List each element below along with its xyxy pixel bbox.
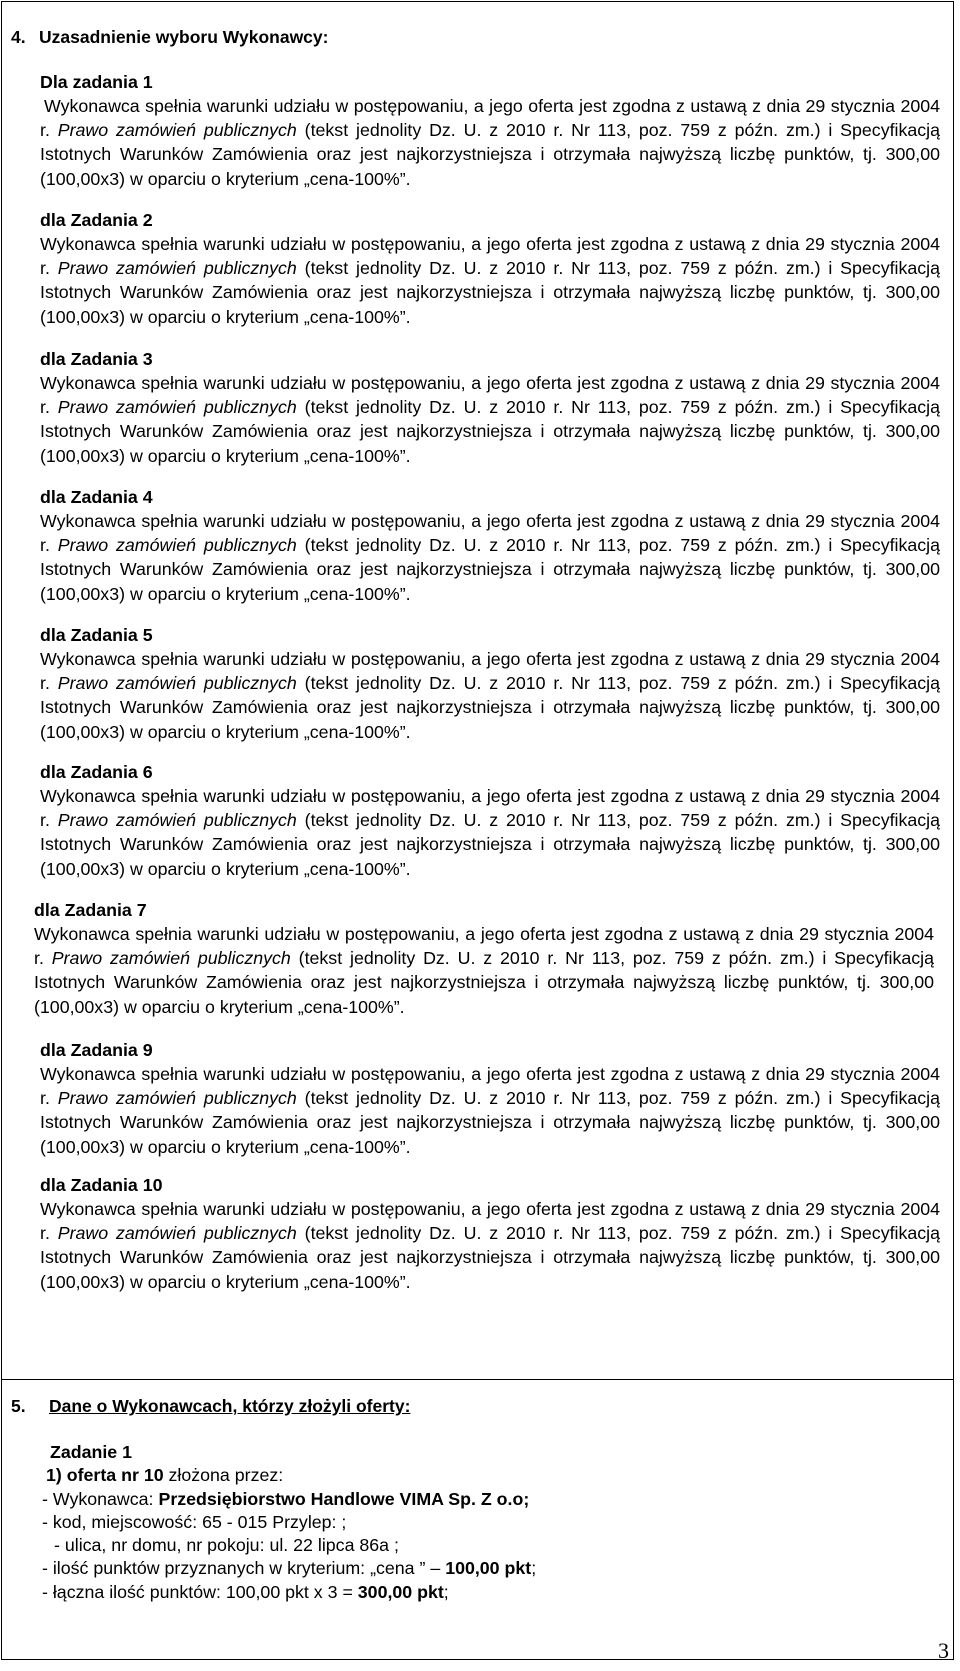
section-4-number: 4. [11,27,26,47]
task-justification-text [40,647,940,744]
task-heading: dla Zadania 10 [40,1175,163,1195]
justification-start: Wykonawca spełnia warunki udziału w postępowaniu, a jego oferta jest zgodna z ustawą z dnia 29 stycznia 2004 r. [40,649,940,694]
task-justification-block [40,1038,940,1159]
task-justification-block [40,70,940,191]
points-prefix: - ilość punktów przyznanych w kryterium: „cena ” – [42,1558,446,1579]
section-4-title [11,27,328,48]
law-title: Prawo zamówień publicznych [57,1223,297,1244]
task-justification-block [40,208,940,329]
total-suffix: ; [443,1581,449,1602]
task-justification-text [40,232,940,329]
justification-start: Wykonawca spełnia warunki udziału w postępowaniu, a jego oferta jest zgodna z ustawą z dnia 29 stycznia 2004 r. [40,1199,940,1244]
task-justification-text [40,1062,940,1159]
justification-start: Wykonawca spełnia warunki udziału w postępowaniu, a jego oferta jest zgodna z ustawą z dnia 29 stycznia 2004 r. [40,1064,940,1109]
task-justification-text [40,784,940,881]
justification-end: (tekst jednolity Dz. U. z 2010 r. Nr 113, poz. 759 z późn. zm.) i Specyfikacją Istotnych Warunków Zamówienia oraz jest najkorzystniejsza i otrzymała najwyższą liczbę punktów, tj. 300,00 (100,00x3) w oparciu o kryterium „cena-100%”. [40,1088,940,1157]
justification-end: (tekst jednolity Dz. U. z 2010 r. Nr 113, poz. 759 z późn. zm.) i Specyfikacją Istotnych Warunków Zamówienia oraz jest najkorzystniejsza i otrzymała najwyższą liczbę punktów, tj. 300,00 (100,00x3) w oparciu o kryterium „cena-100%”. [40,673,940,742]
task-justification-block [40,1173,940,1294]
justification-end: (tekst jednolity Dz. U. z 2010 r. Nr 113, poz. 759 z późn. zm.) i Specyfikacją Istotnych Warunków Zamówienia oraz jest najkorzystniejsza i otrzymała najwyższą liczbę punktów, tj. 300,00 (100,00x3) w oparciu o kryterium „cena-100%”. [40,1223,940,1292]
law-title: Prawo zamówień publicznych [57,120,297,141]
section-5-number: 5. [11,1396,26,1416]
task-heading: dla Zadania 4 [40,487,153,507]
offer-suffix: złożona przez: [163,1465,284,1486]
total-line [42,1581,536,1604]
task-justification-text [40,1197,940,1294]
law-title: Prawo zamówień publicznych [57,535,297,556]
task-justification-block [40,485,940,606]
task-heading: dla Zadania 6 [40,762,153,782]
page-number: 3 [938,1638,949,1663]
task-heading: dla Zadania 2 [40,210,153,230]
justification-start: Wykonawca spełnia warunki udziału w postępowaniu, a jego oferta jest zgodna z ustawą z dnia 29 stycznia 2004 r. [40,96,940,141]
points-value: 100,00 pkt [445,1558,532,1579]
law-title: Prawo zamówień publicznych [57,810,297,831]
justification-start: Wykonawca spełnia warunki udziału w postępowaniu, a jego oferta jest zgodna z ustawą z dnia 29 stycznia 2004 r. [40,786,940,831]
task-justification-text [40,94,940,191]
contractor-name: Przedsiębiorstwo Handlowe VIMA Sp. Z o.o; [158,1488,530,1509]
law-title: Prawo zamówień publicznych [57,1088,297,1109]
contractor-prefix: - Wykonawca: [42,1488,159,1509]
offer-task-label: Zadanie 1 [50,1442,133,1462]
justification-end: (tekst jednolity Dz. U. z 2010 r. Nr 113, poz. 759 z późn. zm.) i Specyfikacją Istotnych Warunków Zamówienia oraz jest najkorzystniejsza i otrzymała najwyższą liczbę punktów, tj. 300,00 (100,00x3) w oparciu o kryterium „cena-100%”. [40,120,940,189]
task-justification-block [40,760,940,881]
law-title: Prawo zamówień publicznych [57,397,297,418]
task-justification-text [40,509,940,606]
task-heading: dla Zadania 5 [40,625,153,645]
task-heading: dla Zadania 3 [40,349,153,369]
offer-number: 1) oferta nr 10 [46,1465,164,1486]
task-justification-text [40,371,940,468]
task-justification-text [34,922,934,1019]
section-4-heading: Uzasadnienie wyboru Wykonawcy: [39,27,329,47]
points-line [42,1557,536,1580]
task-heading: dla Zadania 7 [34,900,147,920]
justification-end: (tekst jednolity Dz. U. z 2010 r. Nr 113, poz. 759 z późn. zm.) i Specyfikacją Istotnych Warunków Zamówienia oraz jest najkorzystniejsza i otrzymała najwyższą liczbę punktów, tj. 300,00 (100,00x3) w oparciu o kryterium „cena-100%”. [34,948,934,1017]
task-justification-block [40,347,940,468]
section-5-heading: Dane o Wykonawcach, którzy złożyli oferty: [49,1396,411,1416]
justification-end: (tekst jednolity Dz. U. z 2010 r. Nr 113, poz. 759 z późn. zm.) i Specyfikacją Istotnych Warunków Zamówienia oraz jest najkorzystniejsza i otrzymała najwyższą liczbę punktów, tj. 300,00 (100,00x3) w oparciu o kryterium „cena-100%”. [40,810,940,879]
law-title: Prawo zamówień publicznych [51,948,291,969]
law-title: Prawo zamówień publicznych [57,258,297,279]
justification-start: Wykonawca spełnia warunki udziału w postępowaniu, a jego oferta jest zgodna z ustawą z dnia 29 stycznia 2004 r. [40,373,940,418]
offer-details [42,1441,536,1604]
task-justification-block [40,623,940,744]
justification-start: Wykonawca spełnia warunki udziału w postępowaniu, a jego oferta jest zgodna z ustawą z dnia 29 stycznia 2004 r. [34,924,934,969]
law-title: Prawo zamówień publicznych [57,673,297,694]
justification-end: (tekst jednolity Dz. U. z 2010 r. Nr 113, poz. 759 z późn. zm.) i Specyfikacją Istotnych Warunków Zamówienia oraz jest najkorzystniejsza i otrzymała najwyższą liczbę punktów, tj. 300,00 (100,00x3) w oparciu o kryterium „cena-100%”. [40,535,940,604]
street-line: - ulica, nr domu, nr pokoju: ul. 22 lipca 86a ; [54,1535,399,1556]
justification-start: Wykonawca spełnia warunki udziału w postępowaniu, a jego oferta jest zgodna z ustawą z dnia 29 stycznia 2004 r. [40,234,940,279]
justification-end: (tekst jednolity Dz. U. z 2010 r. Nr 113, poz. 759 z późn. zm.) i Specyfikacją Istotnych Warunków Zamówienia oraz jest najkorzystniejsza i otrzymała najwyższą liczbę punktów, tj. 300,00 (100,00x3) w oparciu o kryterium „cena-100%”. [40,397,940,466]
total-value: 300,00 pkt [357,1581,444,1602]
total-prefix: - łączna ilość punktów: 100,00 pkt x 3 = [42,1581,358,1602]
offer-number-line [42,1464,536,1487]
task-heading: Dla zadania 1 [40,72,153,92]
task-justification-block [34,898,934,1019]
task-heading: dla Zadania 9 [40,1040,153,1060]
section-5-title [11,1396,410,1417]
contractor-line [42,1488,536,1511]
justification-start: Wykonawca spełnia warunki udziału w postępowaniu, a jego oferta jest zgodna z ustawą z dnia 29 stycznia 2004 r. [40,511,940,556]
justification-end: (tekst jednolity Dz. U. z 2010 r. Nr 113, poz. 759 z późn. zm.) i Specyfikacją Istotnych Warunków Zamówienia oraz jest najkorzystniejsza i otrzymała najwyższą liczbę punktów, tj. 300,00 (100,00x3) w oparciu o kryterium „cena-100%”. [40,258,940,327]
postal-line: - kod, miejscowość: 65 - 015 Przylep: ; [42,1511,347,1532]
points-suffix: ; [531,1558,537,1579]
